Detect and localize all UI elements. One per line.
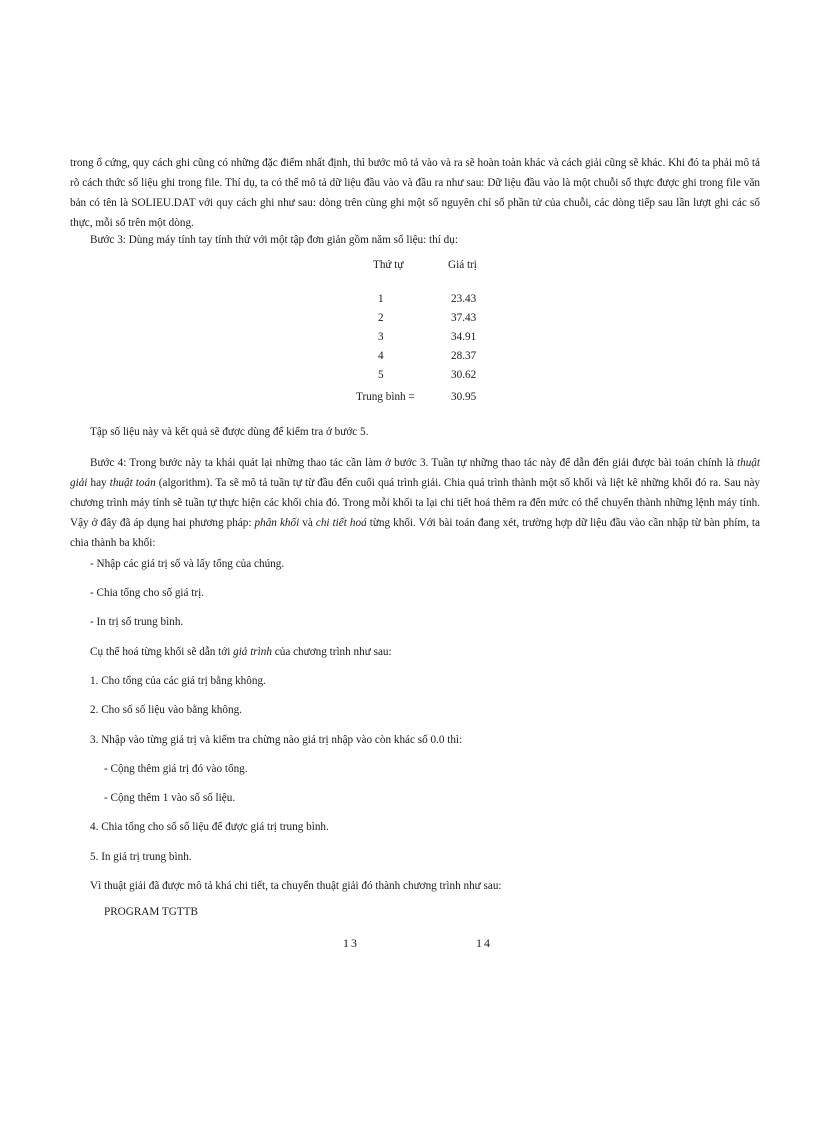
table-row-value: 37.43	[451, 312, 477, 324]
table-row-order: 2	[378, 312, 384, 324]
page-number-right: 14	[476, 936, 492, 950]
list-item-input: - Nhập các giá trị số và lấy tổng của chúng.	[90, 558, 285, 570]
table-row-order: 1	[378, 293, 384, 305]
table-row-value: 30.62	[451, 369, 477, 381]
table-average-value: 30.95	[451, 391, 477, 403]
step-3-sub-b: - Cộng thêm 1 vào số số liệu.	[104, 792, 236, 804]
list-item-divide: - Chia tổng cho số giá trị.	[90, 587, 205, 599]
step-2: 2. Cho số số liệu vào bằng không.	[90, 704, 242, 716]
table-header-value: Giá trị	[448, 259, 477, 271]
paragraph-closing: Vì thuật giải đã được mô tả khá chi tiết, ta chuyển thuật giải đó thành chương trình như sau:	[90, 880, 502, 892]
table-row-value: 23.43	[451, 293, 477, 305]
paragraph-step-3: Bước 3: Dùng máy tính tay tính thử với một tập đơn giản gồm năm số liệu: thí dụ:	[90, 234, 458, 246]
paragraph-file-format: trong ổ cứng, quy cách ghi cũng có những đặc điểm nhất định, thì bước mô tả vào và ra sẽ hoàn toàn khác và cách giải cũng sẽ khác. Khi đó ta phải mô tả rõ cách thức số liệu ghi trong file. Thí dụ, ta có thể mô tả dữ liệu đầu vào và đầu ra như sau: Dữ liệu đầu vào là một chuỗi số thực được ghi trong file văn bản có tên là SOLIEU.DAT với quy cách ghi như sau: dòng trên cùng ghi một số nguyên chỉ số phần tử của chuỗi, các dòng tiếp sau lần lượt ghi các số thực, mỗi số trên một dòng.	[70, 157, 760, 229]
step-4: 4. Chia tổng cho số số liệu để được giá trị trung bình.	[90, 821, 329, 833]
paragraph-step-4: Bước 4: Trong bước này ta khái quát lại những thao tác cần làm ở bước 3. Tuần tự những thao tác này để dẫn đến giải được bài toán chính là thuật giải hay thuật toán (algorithm). Ta sẽ mô tả tuần tự từ đầu đến cuối quá trình giải. Chia quá trình thành một số khối và liệt kê những khối đó ra. Sau này chương trình máy tính sẽ tuần tự thực hiện các khối chia đó. Trong mỗi khối ta lại chi tiết hoá thêm ra đến mức có thể chuyển thành những lệnh máy tính. Vậy ở đây đã áp dụng hai phương pháp: phân khối và chi tiết hoá từng khối. Với bài toán đang xét, trường hợp dữ liệu đầu vào cần nhập từ bàn phím, ta chia thành ba khối:	[70, 457, 761, 549]
table-row-order: 3	[378, 331, 384, 343]
step-3: 3. Nhập vào từng giá trị và kiểm tra chừng nào giá trị nhập vào còn khác số 0.0 thì:	[90, 734, 463, 746]
step-5: 5. In giá trị trung bình.	[90, 851, 192, 863]
step-3-sub-a: - Cộng thêm giá trị đó vào tổng.	[104, 763, 248, 775]
table-row-order: 4	[378, 350, 384, 362]
table-row-order: 5	[378, 369, 384, 381]
table-average-label: Trung bình =	[356, 391, 415, 403]
step-1: 1. Cho tổng của các giá trị bằng không.	[90, 675, 266, 687]
page-number-left: 13	[343, 936, 359, 950]
table-header-order: Thứ tự	[373, 259, 404, 271]
table-row-value: 28.37	[451, 350, 477, 362]
table-row-value: 34.91	[451, 331, 477, 343]
list-item-print: - In trị số trung bình.	[90, 616, 184, 628]
paragraph-test-note: Tập số liệu này và kết quả sẽ được dùng để kiểm tra ở bước 5.	[90, 426, 369, 438]
program-line: PROGRAM TGTTB	[104, 906, 198, 918]
paragraph-detail: Cụ thể hoá từng khối sẽ dẫn tới giả trình của chương trình như sau:	[90, 646, 392, 658]
